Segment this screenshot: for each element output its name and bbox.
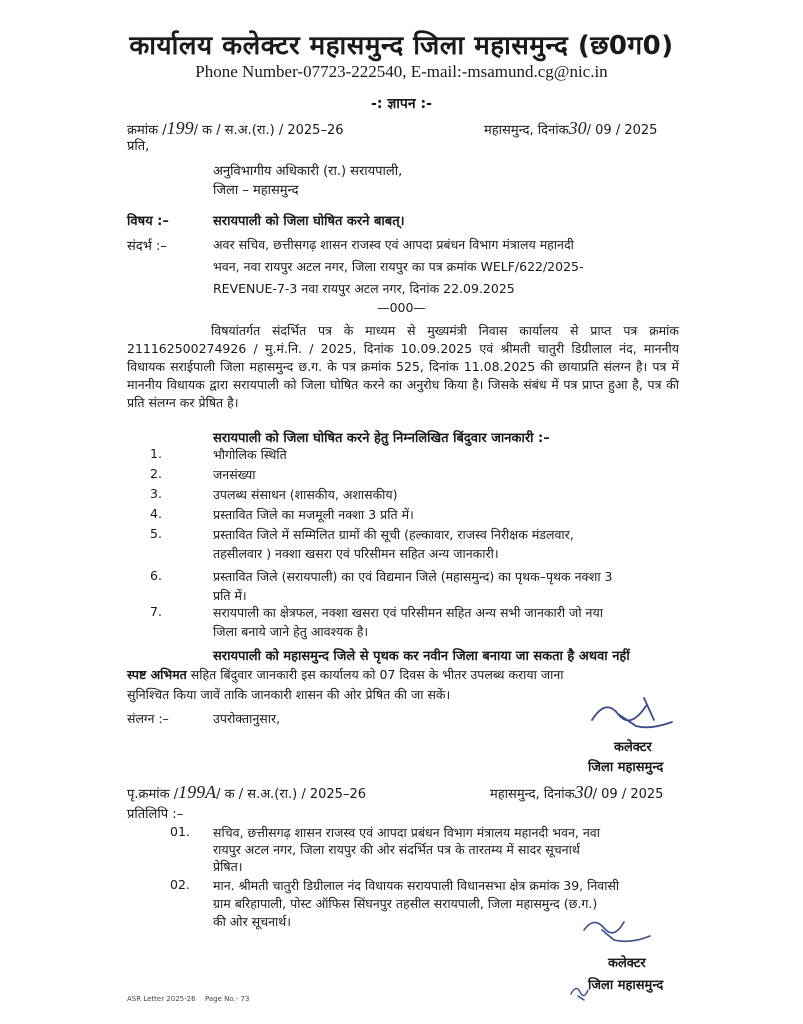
letterhead-contact: Phone Number-07723-222540, E-mail:-msamund.cg@nic.in: [195, 62, 608, 81]
closing-line2: [127, 666, 564, 683]
copy-item-text-cont: प्रेषित।: [213, 859, 243, 874]
addressee-line1: अनुविभागीय अधिकारी (रा.) सरायपाली,: [213, 164, 403, 179]
memo-heading: -: ज्ञापन :-: [371, 96, 432, 112]
reference-line1: अवर सचिव, छत्तीसगढ़ शासन राजस्व एवं आपदा प्रबंधन विभाग मंत्रालय महानदी: [213, 237, 574, 252]
copy-ref-prefix: पृ.क्रमांक /: [127, 787, 179, 802]
letterhead-title: कार्यालय कलेक्टर महासमुन्द जिला महासमुन्द (छ0ग0): [129, 31, 674, 61]
ref-date-handwritten: 30: [568, 118, 587, 138]
list-item-text: सरायपाली का क्षेत्रफल, नक्शा खसरा एवं परिसीमन सहित अन्य सभी जानकारी जो नया: [213, 605, 603, 620]
ref-line: [127, 118, 343, 139]
list-item-num: 6.: [150, 568, 162, 583]
ref-suffix: / क / स.अ.(रा.) / 2025–26: [193, 123, 344, 138]
footer-ref: ASR Letter 2025-26: [127, 995, 196, 1003]
body-paragraph: विषयांतर्गत संदर्भित पत्र के माध्यम से मुख्यमंत्री निवास कार्यालय से प्राप्त पत्र क्रमांक 211162500274926 / मु.मं.नि. / 2025, दिनांक 10.09.2025 एवं श्रीमती चातुरी डिग्रीलाल नंद, माननीय विधायक सराईपाली जिला महासमुन्द छ.ग. के पत्र क्रमांक 525, दिनांक 11.08.2025 की छायाप्रति संलग्न है। पत्र में माननीय विधायक द्वारा सरायपाली को जिला घोषित करने का अनुरोध किया है। जिसके संबंध में पत्र प्राप्त हुआ है, पत्र की प्रति संलग्न कर प्रेषित है।: [127, 323, 679, 410]
copy-ref-date-handwritten: 30: [574, 782, 593, 802]
copy-ref-date-suffix: / 09 / 2025: [592, 787, 664, 802]
copy-item-text: मान. श्रीमती चातुरी डिग्रीलाल नंद विधायक सरायपाली विधानसभा क्षेत्र क्रमांक 39, निवासी: [213, 878, 620, 893]
copy-item-num: 01.: [170, 824, 190, 839]
ref-number-handwritten: 199: [166, 118, 194, 138]
list-heading: सरायपाली को जिला घोषित करने हेतु निम्नलिखित बिंदुवार जानकारी :–: [213, 431, 550, 446]
list-item-num: 3.: [150, 486, 162, 501]
ref-date: [484, 118, 657, 139]
closing-emphasis: स्पष्ट अभिमत: [127, 667, 187, 682]
addressee-line2: जिला – महासमुन्द: [213, 183, 299, 198]
ref-prefix: क्रमांक /: [127, 123, 167, 138]
list-item-text-cont: जिला बनाये जाने हेतु आवश्यक है।: [213, 624, 369, 639]
reference-line2: भवन, नवा रायपुर अटल नगर, जिला रायपुर का पत्र क्रमांक WELF/622/2025-: [213, 259, 584, 274]
signature-scribble-2: [578, 910, 658, 950]
signature-scribble-1: [588, 690, 678, 734]
list-item-num: 2.: [150, 466, 162, 481]
list-item-num: 7.: [150, 604, 162, 619]
copy-item-num: 02.: [170, 877, 190, 892]
list-item-num: 4.: [150, 506, 162, 521]
list-item-num: 1.: [150, 446, 162, 461]
copy-ref-date-prefix: महासमुन्द, दिनांक: [490, 787, 575, 802]
enclosure-text: उपरोक्तानुसार,: [213, 711, 281, 726]
initial-scribble: [568, 982, 592, 1002]
copy-label: प्रतिलिपि :–: [127, 807, 184, 822]
copy-item-text: सचिव, छत्तीसगढ़ शासन राजस्व एवं आपदा प्रबंधन विभाग मंत्रालय महानदी भवन, नवा: [213, 825, 600, 840]
ref-date-prefix: महासमुन्द, दिनांक: [484, 123, 569, 138]
list-item-text: उपलब्ध संसाधन (शासकीय, अशासकीय): [213, 487, 398, 502]
signature2-district: जिला महासमुन्द: [588, 978, 664, 993]
separator: —000—: [377, 300, 426, 315]
copy-ref-date: [490, 782, 663, 803]
list-item-text: प्रस्तावित जिले में सम्मिलित ग्रामों की सूची (हल्कावार, राजस्व निरीक्षक मंडलवार,: [213, 527, 574, 542]
list-item-text-cont: प्रति में।: [213, 588, 247, 603]
closing-line3: सुनिश्चित किया जावें ताकि जानकारी शासन की ओर प्रेषित की जा सकें।: [127, 687, 451, 702]
subject-label: विषय :–: [127, 214, 169, 229]
list-item-num: 5.: [150, 526, 162, 541]
enclosure-label: संलग्न :–: [127, 711, 169, 726]
subject-text: सरायपाली को जिला घोषित करने बाबत्।: [213, 214, 405, 229]
list-item-text: भौगोलिक स्थिति: [213, 447, 287, 462]
signature1-district: जिला महासमुन्द: [588, 760, 664, 775]
signature1-designation: कलेक्टर: [614, 740, 652, 755]
reference-line3: REVENUE-7-3 नवा रायपुर अटल नगर, दिनांक 22.09.2025: [213, 281, 515, 296]
list-item-text-cont: तहसीलवार ) नक्शा खसरा एवं परिसीमन सहित अन्य जानकारी।: [213, 546, 499, 561]
copy-ref-suffix: / क / स.अ.(रा.) / 2025–26: [216, 787, 366, 802]
copy-item-text-cont: रायपुर अटल नगर, जिला रायपुर की ओर संदर्भित पत्र के तारतम्य में सादर सूचनार्थ: [213, 842, 580, 857]
copy-ref-line: [127, 782, 366, 803]
list-item-text: जनसंख्या: [213, 467, 256, 482]
ref-date-suffix: / 09 / 2025: [586, 123, 658, 138]
footer-page: Page No.- 73: [205, 995, 250, 1003]
reference-label: संदर्भ :–: [127, 239, 167, 254]
copy-ref-number-handwritten: 199A: [178, 782, 217, 802]
copy-item-text-cont: की ओर सूचनार्थ।: [213, 914, 291, 929]
list-item-text: प्रस्तावित जिले (सरायपाली) का एवं विद्यमान जिले (महासमुन्द) का पृथक–पृथक नक्शा 3: [213, 569, 613, 584]
signature2-designation: कलेक्टर: [608, 956, 646, 971]
closing-line1: सरायपाली को महासमुन्द जिले से पृथक कर नवीन जिला बनाया जा सकता है अथवा नहीं: [213, 649, 630, 664]
prati-label: प्रति,: [127, 139, 150, 154]
closing-line2-rest: सहित बिंदुवार जानकारी इस कार्यालय को 07 दिवस के भीतर उपलब्ध कराया जाना: [190, 667, 564, 682]
copy-item-text-cont: ग्राम बरिहापाली, पोस्ट ऑफिस सिंघनपुर तहसील सरायपाली, जिला महासमुन्द (छ.ग.): [213, 896, 598, 911]
list-item-text: प्रस्तावित जिले का मजमूली नक्शा 3 प्रति में।: [213, 507, 414, 522]
